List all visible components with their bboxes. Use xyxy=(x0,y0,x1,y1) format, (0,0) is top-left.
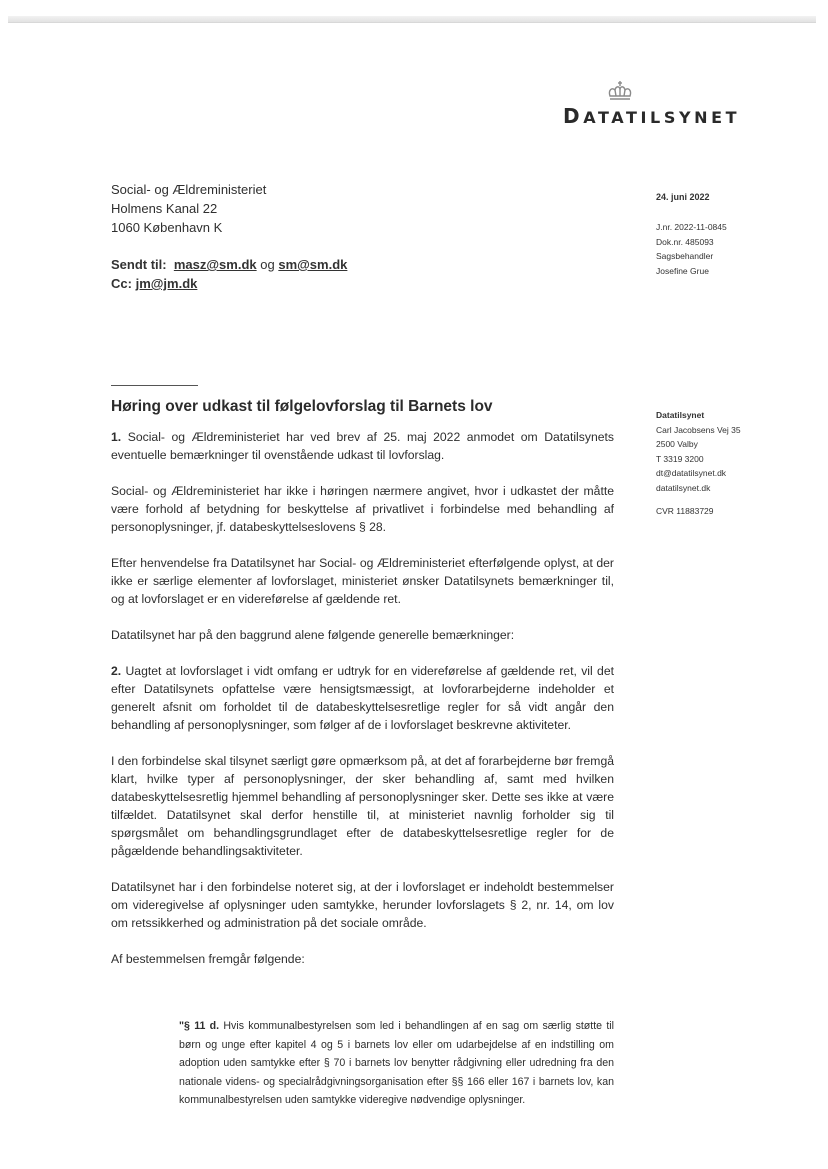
document-number: Dok.nr. 485093 xyxy=(656,236,714,247)
sender-phone: T 3319 3200 xyxy=(656,453,704,464)
caseworker-label: Sagsbehandler xyxy=(656,251,714,261)
connector-text: og xyxy=(260,257,275,272)
caseworker-name: Josefine Grue xyxy=(656,265,709,276)
reference-block xyxy=(656,220,727,278)
sent-to-label: Sendt til: xyxy=(111,257,167,272)
paragraph: Efter henvendelse fra Datatilsynet har Social- og Ældreministeriet efterfølgende oplyst, at der ikke er særlige elementer af lovforslaget, ministeriet ønsker Datatilsynets bemærkninger til, og at lovforslaget er en videreførelse af gældende ret. xyxy=(111,556,614,606)
letter-date: 24. juni 2022 xyxy=(656,192,710,202)
document-title: Høring over udkast til følgelovforslag til Barnets lov xyxy=(111,398,493,415)
letterhead-logo xyxy=(563,80,763,128)
provision-text: Hvis kommunalbestyrelsen som led i behandlingen af en sag om særlig støtte til børn og unge efter kapitel 4 og 5 i barnets lov eller om udarbejdelse af en indstilling om adoption uden samtykke efter § 70 i barnets lov benytter rådgivning eller udredning fra den nationale videns- og specialrådgivningsorganisation efter §§ 166 eller 167 i barnets lov, kan kommunalbestyrelsen uden samtykke videregive nødvendige oplysninger. xyxy=(179,1020,614,1107)
paragraph: I den forbindelse skal tilsynet særligt gøre opmærksom på, at det af forarbejderne bør fremgå klart, hvilke typer af personoplysninger, der sker behandling af, samt med hvilken databeskyttelsesretlig hjemmel behandling af personoplysninger sker. Dette ses ikke at være tilfældet. Datatilsynet skal derfor henstille til, at ministeriet navnlig forholder sig til spørgsmålet om behandlingsgrundlaget efter de databeskyttelsesretlige regler for de pågældende behandlingsaktiviteter. xyxy=(111,754,614,858)
paragraph: Datatilsynet har i den forbindelse noteret sig, at der i lovforslaget er indeholdt bestemmelser om videregivelse af oplysninger uden samtykke, herunder lovforslagets § 2, nr. 14, om lov om retssikkerhed og administration på det sociale område. xyxy=(111,880,614,930)
provision-reference: "§ 11 d. xyxy=(179,1020,220,1032)
recipient-address xyxy=(111,180,266,237)
sender-email[interactable]: dt@datatilsynet.dk xyxy=(656,468,727,478)
quoted-provision xyxy=(179,1017,614,1110)
paragraph-number: 2. xyxy=(111,664,122,678)
recipient-line: 1060 København K xyxy=(111,220,223,235)
sender-city: 2500 Valby xyxy=(656,439,698,449)
document-body xyxy=(111,428,614,984)
paragraph: 2. Uagtet at lovforslaget i vidt omfang er udtryk for en videreførelse af gældende ret, vil det efter Datatilsynets opfattelse være hensigtsmæssigt, at lovforarbejderne indeholder et generelt afsnit om forholdet til de databeskyttelsesretlige regler for så vidt angår den behandling af personoplysninger, som følger af de i lovforslaget beskrevne aktiviteter. xyxy=(111,664,614,732)
email-link-sm[interactable]: sm@sm.dk xyxy=(278,257,348,272)
section-divider xyxy=(111,385,198,386)
sender-address-block xyxy=(656,408,741,519)
sender-org-name: Datatilsynet xyxy=(656,410,705,420)
paragraph: Datatilsynet har på den baggrund alene følgende generelle bemærkninger: xyxy=(111,628,515,642)
crown-icon xyxy=(607,80,633,102)
paragraph: 1. Social- og Ældreministeriet har ved brev af 25. maj 2022 anmodet om Datatilsynets eventuelle bemærkninger til ovenstående udkast til lovforslag. xyxy=(111,430,614,462)
logo-wordmark xyxy=(563,104,763,128)
sender-cvr: CVR 11883729 xyxy=(656,506,714,516)
logo-initial: D xyxy=(563,104,584,128)
paragraph-number: 1. xyxy=(111,430,122,444)
paragraph: Af bestemmelsen fremgår følgende: xyxy=(111,952,305,966)
recipient-line: Social- og Ældreministeriet xyxy=(111,182,267,197)
sent-to-block xyxy=(111,255,347,293)
recipient-line: Holmens Kanal 22 xyxy=(111,201,218,216)
paragraph: Social- og Ældreministeriet har ikke i høringen nærmere angivet, hvor i udkastet der måtte være forhold af betydning for beskyttelse af privatlivet i forbindelse med behandling af personoplysninger, jf. databeskyttelseslovens § 28. xyxy=(111,484,614,534)
scan-edge xyxy=(8,16,816,23)
email-link-jm[interactable]: jm@jm.dk xyxy=(135,276,198,291)
cc-label: Cc: xyxy=(111,276,132,291)
sender-website[interactable]: datatilsynet.dk xyxy=(656,482,711,493)
journal-number: J.nr. 2022-11-0845 xyxy=(656,222,727,232)
email-link-masz[interactable]: masz@sm.dk xyxy=(173,257,257,272)
logo-rest: ATATILSYNET xyxy=(583,108,741,127)
sender-street: Carl Jacobsens Vej 35 xyxy=(656,424,741,435)
